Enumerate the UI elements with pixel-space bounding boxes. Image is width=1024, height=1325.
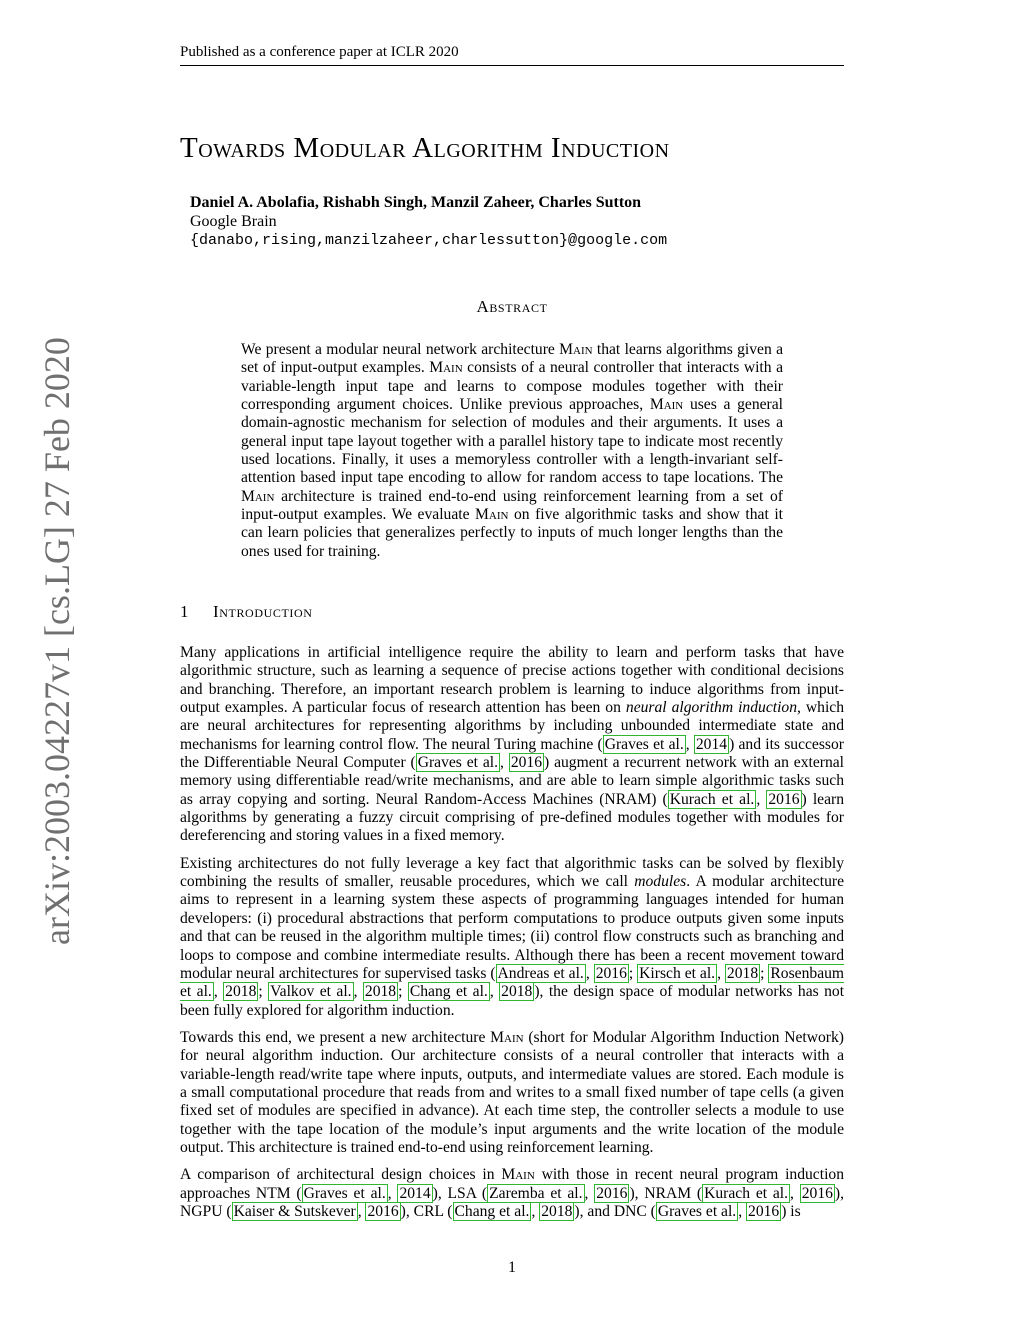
citation-link[interactable]: Graves et al. [604,735,684,753]
section-heading [180,601,313,623]
author-emails: {danabo,rising,manzilzaheer,charlessutton}@google.com [190,232,668,249]
arxiv-stamp: arXiv:2003.04227v1 [cs.LG] 27 Feb 2020 [37,337,77,945]
citation-link[interactable]: 2018 [726,964,759,982]
system-name: Main [475,506,509,524]
citation-link[interactable]: 2016 [367,1202,399,1220]
citation-link[interactable]: Kaiser & Sutskever [233,1202,356,1220]
citation-link[interactable]: 2018 [501,983,533,1001]
system-name: Main [490,1028,524,1046]
citation-link[interactable]: Kirsch et al. [639,964,716,982]
citation-link[interactable]: Valkov et al. [270,983,352,1001]
paragraph: Towards this end, we present a new architecture Main (short for Modular Algorithm Induction Network) for neural algorithm induction. Our architecture consists of a neural controller that interacts with a variable-length read/write tape where inputs, outputs, and intermediate values are stored. Each module is a small computational procedure that reads from and writes to a small fixed number of tape cells (a given fixed set of modules are specified in advance). At each time step, the controller selects a module to use together with the tape location of the module’s input arguments and the write location of the module output. This architecture is trained end-to-end using reinforcement learning. [180,1028,844,1156]
affiliation: Google Brain [190,213,277,230]
citation-link[interactable]: 2014 [399,1184,431,1202]
author-names: Daniel A. Abolafia, Rishabh Singh, Manzil Zaheer, Charles Sutton [190,194,642,211]
citation-link[interactable]: 2016 [768,790,800,808]
paragraph: A comparison of architectural design choices in Main with those in recent neural program induction approaches NTM ( Graves et al. , 2014 ), LSA ( Zaremba et al. , 2016 ), NRAM ( Kurach et al. , 2016 ), NGPU ( Kaiser & Sutskever , 2016 ), CRL ( Chang et al. , 2018 ), and DNC ( Graves et al. , 2016 ) is [180,1166,845,1220]
system-name: Main [241,487,275,505]
paper-title: Towards Modular Algorithm Induction [180,132,670,164]
section-title: Introduction [213,602,313,621]
citation-link[interactable]: Chang et al. [454,1202,530,1220]
system-name: Main [501,1166,535,1184]
citation-link[interactable]: 2018 [225,983,257,1001]
abstract-heading: Abstract [476,297,548,316]
citation-link[interactable]: 2016 [596,1184,628,1202]
paragraph: Many applications in artificial intelligence require the ability to learn and perform tasks that have algorithmic structure, such as learning a sequence of precise actions together with conditional decisions and branching. Therefore, an important research problem is learning to induce algorithms from input-output examples. A particular focus of research attention has been on neural algorithm induction, which are neural architectures for representing algorithms by including unbounded intermediate state and mechanisms for learning control flow. The neural Turing machine ( Graves et al. , 2014 ) and its successor the Differentiable Neural Computer ( Graves et al. , 2016 ) augment a recurrent network with an external memory using differentiable read/write mechanisms, and are able to learn simple algorithmic tasks such as array copying and sorting. Neural Random-Access Machines (NRAM) ( Kurach et al. , 2016 ) learn algorithms by generating a fuzzy circuit comprising of pre-defined modules together with modules for dereferencing and storing values in a fixed memory. [180,644,845,845]
citation-link[interactable]: Graves et al. [657,1202,737,1220]
citation-link[interactable]: 2016 [510,754,543,772]
citation-link[interactable]: Kurach et al. [704,1184,789,1202]
running-header: Published as a conference paper at ICLR 2020 [180,43,844,66]
citation-link[interactable]: Graves et al. [417,754,499,772]
paragraph: Existing architectures do not fully leverage a key fact that algorithmic tasks can be solved by flexibly combining the results of smaller, reusable procedures, which we call modules. A modular architecture aims to represent in a learning system these aspects of programming languages intended for human developers: (i) procedural abstractions that perform computations to produce outputs given some inputs and that can be reused in the algorithm multiple times; (ii) control flow constructs such as branching and loops to compose and combine intermediate results. Although there has been a recent movement toward modular neural architectures for supervised tasks ( Andreas et al. , 2016 ; Kirsch et al. , 2018 ; Rosenbaum et al. , 2018 ; Valkov et al. , 2018 ; Chang et al. , 2018 ), the design space of modular networks has not been fully explored for algorithm induction. [180,854,845,1019]
citation-link[interactable]: 2018 [364,983,397,1001]
system-name: Main [559,341,593,358]
citation-link[interactable]: Zaremba et al. [489,1184,583,1202]
author-block [190,193,667,250]
citation-link[interactable]: Rosenbaum et al. [180,964,845,1001]
citation-link[interactable]: 2016 [801,1184,833,1202]
page-number: 1 [508,1259,516,1276]
body-text [180,644,844,1230]
citation-link[interactable]: 2016 [595,964,627,982]
citation-link[interactable]: Andreas et al. [497,964,584,982]
citation-link[interactable]: 2016 [748,1202,780,1220]
system-name: Main [649,396,684,414]
citation-link[interactable]: Chang et al. [409,983,488,1001]
citation-link[interactable]: Graves et al. [303,1184,386,1202]
section-number: 1 [180,602,190,621]
abstract-text: We present a modular neural network architecture Main that learns algorithms given a set of input-output examples. Main consists of a neural controller that interacts with a variable-length input tape and learns to compose modules together with their corresponding argument choices. Unlike previous approaches, Main uses a general domain-agnostic mechanism for selection of modules and their arguments. It uses a general input tape layout together with a parallel history tape to indicate most recently used locations. Finally, it uses a memoryless controller with a length-invariant self-attention based input tape encoding to allow for random access to tape locations. The Main architecture is trained end-to-end using reinforcement learning from a set of input-output examples. We evaluate Main on five algorithmic tasks and show that it can learn policies that generalizes perfectly to inputs of much longer lengths than the ones used for training. [241,341,784,560]
citation-link[interactable]: Kurach et al. [669,790,755,808]
citation-link[interactable]: 2014 [695,735,728,753]
system-name: Main [429,359,463,377]
citation-link[interactable]: 2018 [541,1202,573,1220]
